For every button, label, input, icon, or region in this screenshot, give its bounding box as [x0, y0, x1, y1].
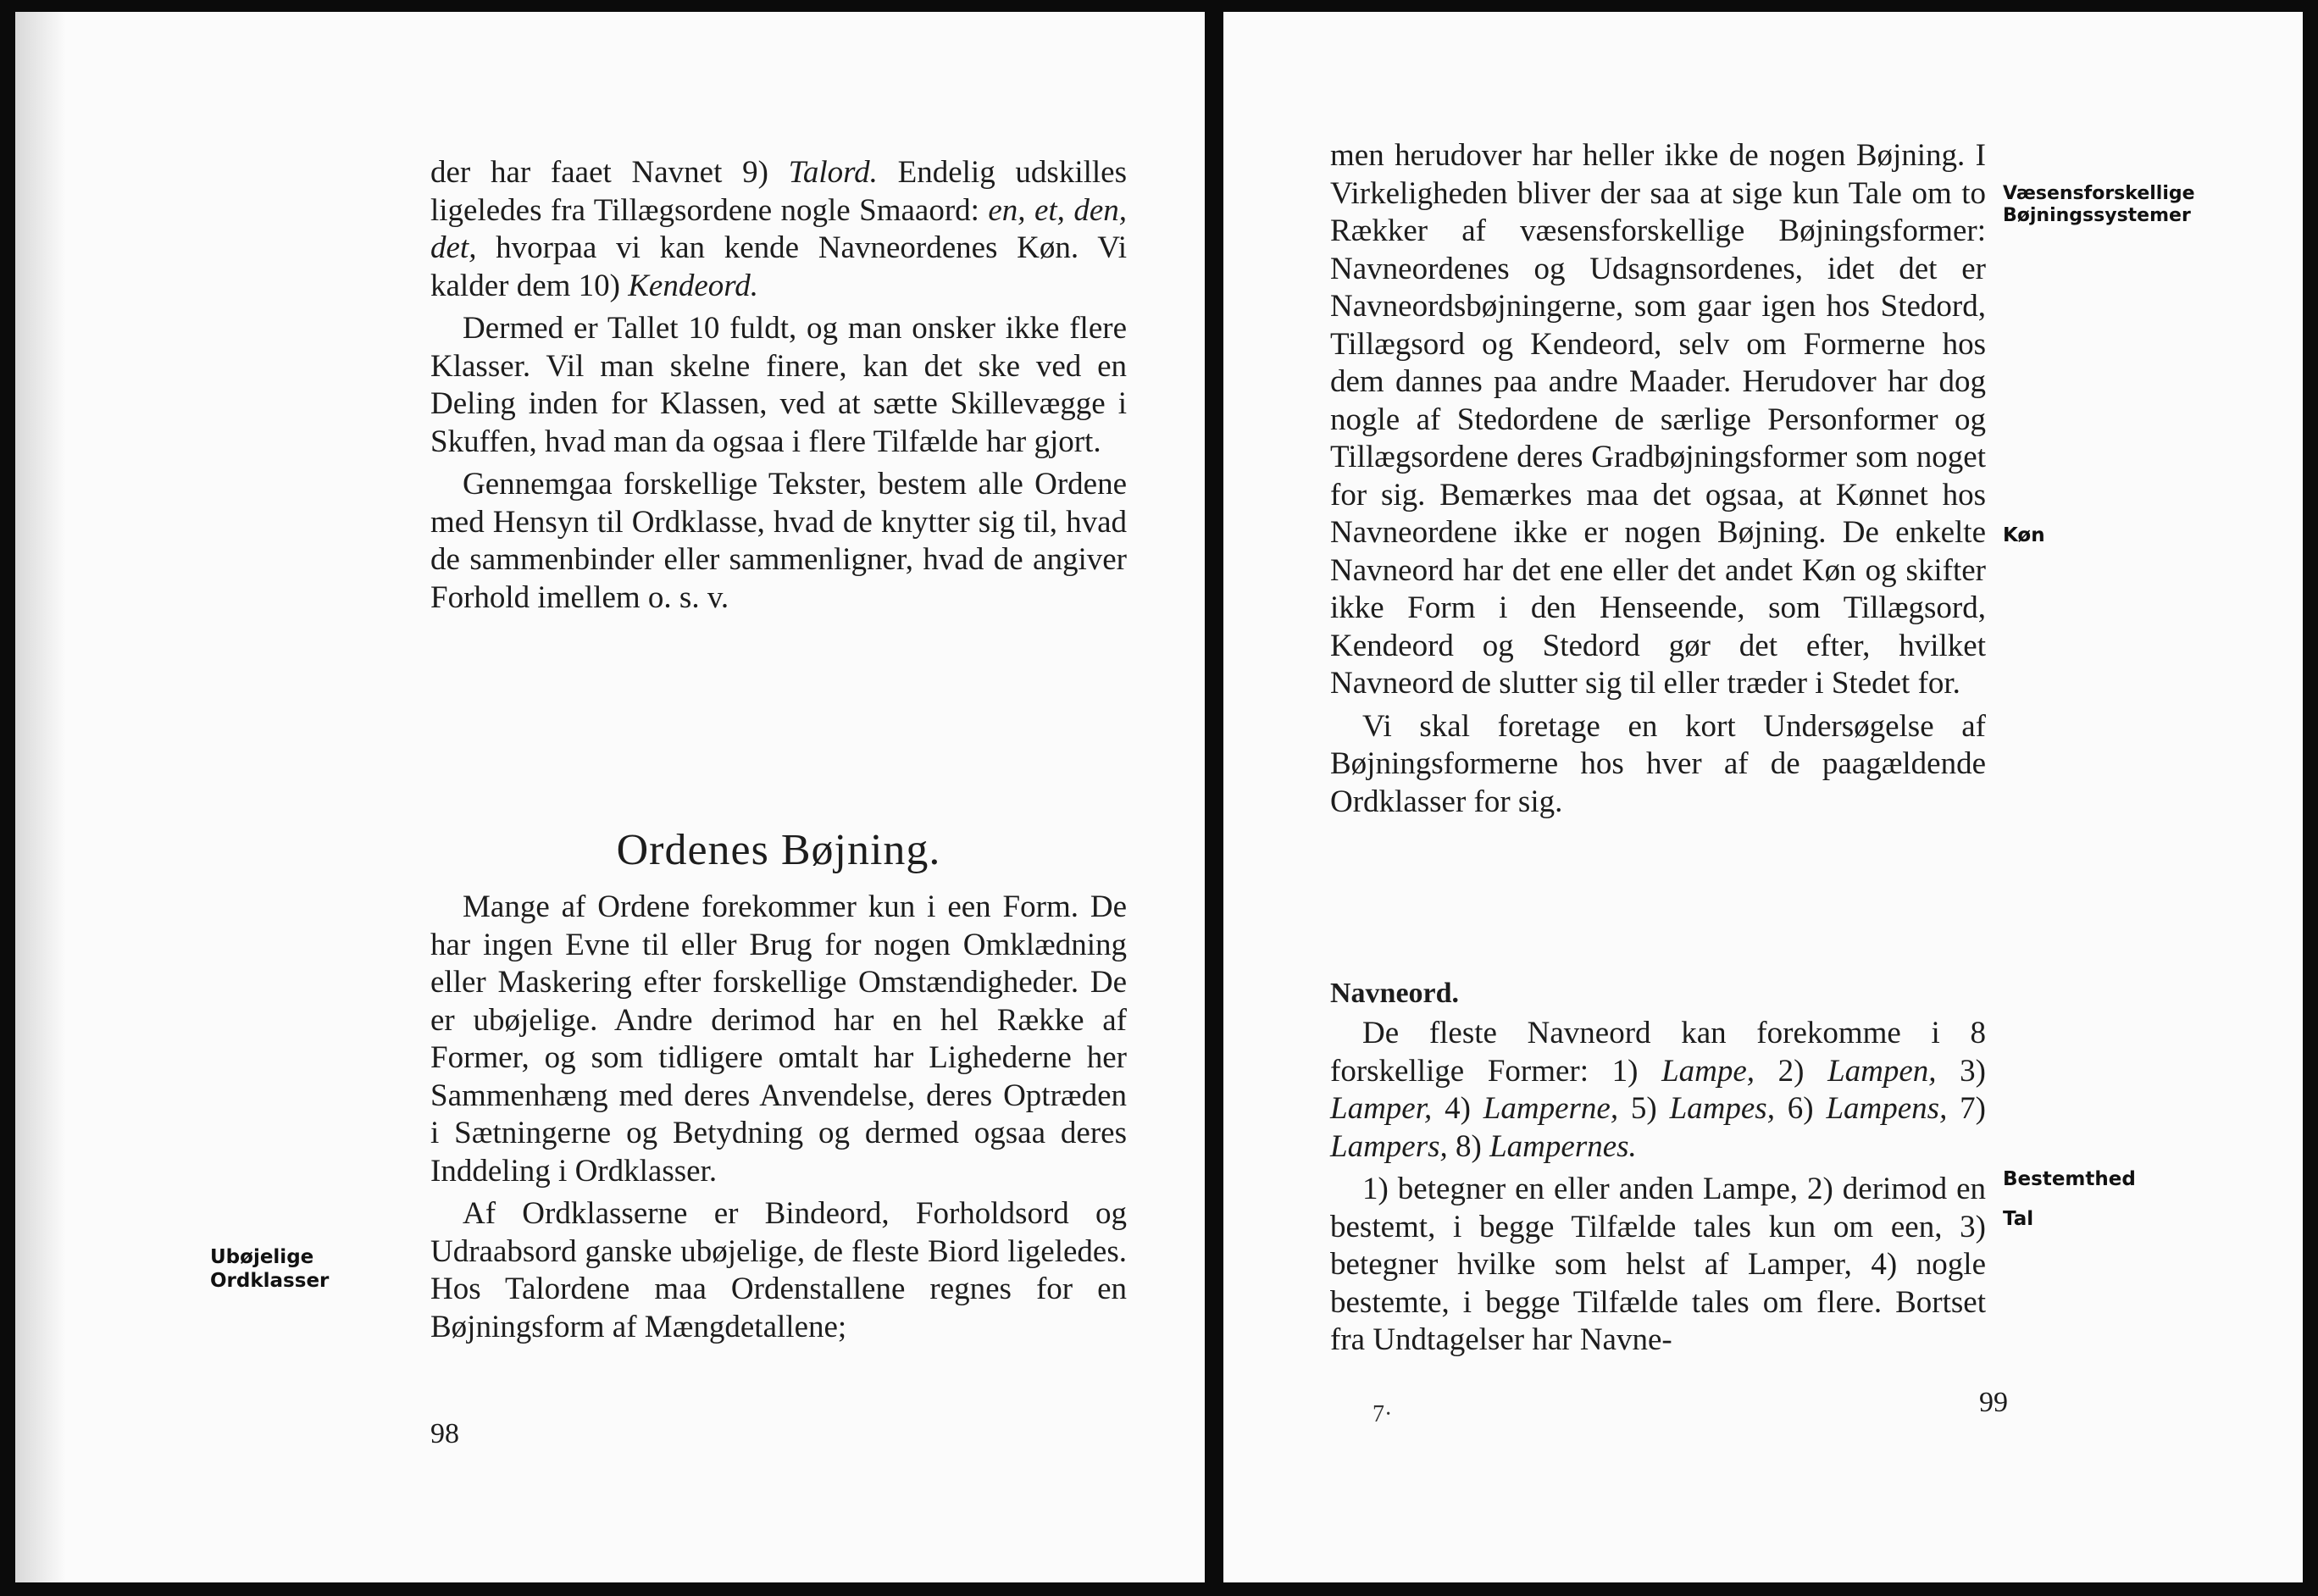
text-run: Endelig udskilles ligeledes fra Tillægsordene nogle Smaaord: [430, 155, 1127, 228]
paragraph [430, 1195, 1127, 1346]
subheading-navneord: Navneord. [1330, 978, 1460, 1009]
italic-text: Lampernes. [1489, 1128, 1637, 1164]
paragraph [430, 466, 1127, 617]
signature-mark: 7· [1372, 1401, 1393, 1427]
text-run: 2) [1755, 1053, 1828, 1089]
italic-text: Talord. [788, 155, 878, 190]
italic-text: Lamperne, [1483, 1091, 1619, 1126]
text-run: De fleste Navneord kan forekomme i 8 forskellige Former: 1) [1330, 1016, 1986, 1089]
text-run: 3) [1936, 1053, 1986, 1089]
page-number-left: 98 [430, 1418, 459, 1449]
margin-note-vaesens: Væsensforskellige Bøjningssystemer [2003, 183, 2195, 226]
paragraph [430, 154, 1127, 305]
right-bottom-text [1330, 1015, 1986, 1365]
italic-text: Lampe, [1661, 1053, 1755, 1089]
left-bottom-text [430, 889, 1127, 1351]
paragraph [1330, 1015, 1986, 1166]
text-run: 4) [1432, 1091, 1483, 1126]
section-heading: Ordenes Bøjning. [616, 826, 941, 874]
text-run: Vi skal foretage en kort Undersøgelse af Bøjningsformerne hos hver af de paagældende Ordklasser for sig. [1330, 708, 1986, 819]
text-run: 7) [1947, 1091, 1986, 1126]
margin-note-tal: Tal [2003, 1208, 2034, 1230]
page-number-right: 99 [1979, 1387, 2008, 1418]
right-page [1223, 12, 2303, 1582]
paragraph [430, 889, 1127, 1190]
italic-text: Lampers, [1330, 1128, 1448, 1164]
margin-note-uboejelige: Ubøjelige Ordklasser [210, 1246, 330, 1292]
text-run: Mange af Ordene forekommer kun i een Form. De har ingen Evne til eller Brug for nogen Omklædning eller Maskering efter forskellige Omstændigheder. De er ubøjelige. Andre derimod har en hel Række af Former, og som tidligere omtalt har Lighederne her Sammenhæng med deres Anvendelse, deres Optræden i Sætningerne og Betydning og dermed ogsaa deres Inddeling i Ordklasser. [430, 889, 1127, 1189]
italic-text: Lampen, [1827, 1053, 1937, 1089]
italic-text: Kendeord. [628, 268, 759, 303]
italic-text: Lampens, [1826, 1091, 1948, 1126]
paragraph [1330, 1171, 1986, 1360]
binding-shadow [15, 12, 66, 1582]
text-run: Dermed er Tallet 10 fuldt, og man onsker ikke flere Klasser. Vil man skelne finere, kan det ske ved en Deling inden for Klassen, ved at sætte Skillevægge i Skuffen, hvad man da ogsaa i flere Tilfælde har gjort. [430, 311, 1127, 459]
paragraph [1330, 708, 1986, 822]
italic-text: en, et, den, det, [430, 192, 1128, 265]
text-run: Af Ordklasserne er Bindeord, Forholdsord og Udraabsord ganske ubøjelige, de fleste Biord ligeledes. Hos Talordene maa Ordenstallene regnes for en Bøjningsform af Mængdetallene; [430, 1196, 1127, 1344]
text-run: men herudover har heller ikke de nogen Bøjning. I Virkeligheden bliver der saa at sige kun Tale om to Rækker af væsensforskellige Bøjningsformer: Navneordenes og Udsagnsordenes, idet det er Navneordsbøjningerne, som gaar igen hos Stedord, Tillægsord og Kendeord, selv om Formerne hos dem dannes paa andre Maader. Herudover har dog nogle af Stedordene de særlige Personformer og Tillægsordene deres Gradbøjningsformer som noget for sig. Bemærkes maa det ogsaa, at Kønnet hos Navneordene ikke er nogen Bøjning. De enkelte Navneord har det ene eller det andet Køn og skifter ikke Form i den Henseende, som Tillægsord, Kendeord og Stedord gør det efter, hvilket Navneord de slutter sig til eller træder i Stedet for. [1330, 138, 1986, 701]
right-top-text [1330, 137, 1986, 826]
text-run: 1) betegner en eller anden Lampe, 2) derimod en bestemt, i begge Tilfælde tales kun om een, 3) betegner hvilke som helst af Lamper, 4) nogle bestemte, i begge Tilfælde tales om flere. Bortset fra Undtagelser har Navne- [1330, 1172, 1986, 1357]
text-run: 6) [1774, 1091, 1827, 1126]
paragraph [1330, 137, 1986, 703]
italic-text: Lamper, [1330, 1091, 1433, 1126]
italic-text: Lampes, [1669, 1091, 1775, 1126]
text-run: Gennemgaa forskellige Tekster, bestem alle Ordene med Hensyn til Ordklasse, hvad de knytter sig til, hvad de sammenbinder eller sammenligner, hvad de angiver Forhold imellem o. s. v. [430, 467, 1127, 615]
text-run: 8) [1447, 1128, 1490, 1164]
margin-note-koen: Køn [2003, 524, 2045, 546]
text-run: der har faaet Navnet 9) [430, 155, 789, 190]
paragraph [430, 310, 1127, 461]
text-run: hvorpaa vi kan kende Navneordenes Køn. Vi kalder dem 10) [430, 230, 1127, 303]
text-run: 5) [1618, 1091, 1670, 1126]
margin-note-bestemthed: Bestemthed [2003, 1168, 2136, 1190]
left-top-text [430, 154, 1127, 622]
left-page [15, 12, 1205, 1582]
